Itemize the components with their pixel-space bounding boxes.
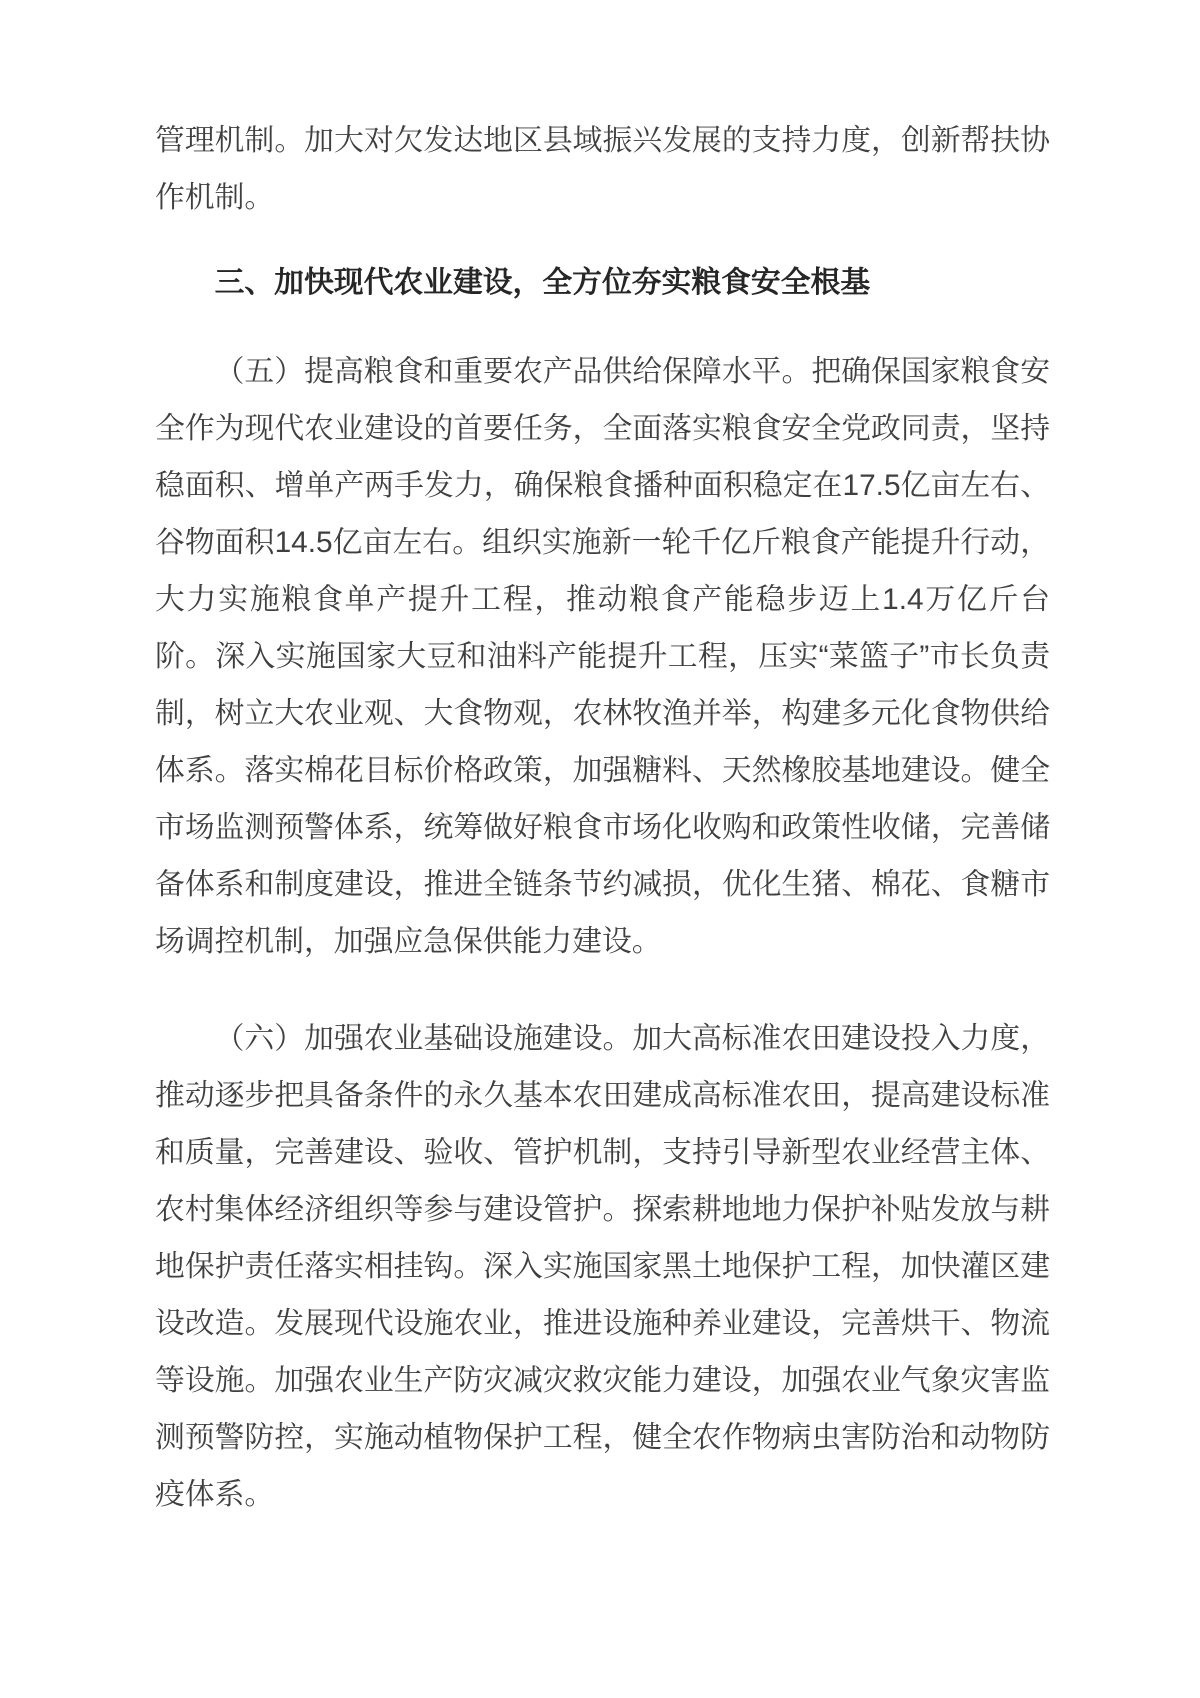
paragraph-item-5: （五）提高粮食和重要农产品供给保障水平。把确保国家粮食安全作为现代农业建设的首要任务，全面落实粮食安全党政同责，坚持稳面积、增单产两手发力，确保粮食播种面积稳定在17.5亿亩左右、谷物面积14.5亿亩左右。组织实施新一轮千亿斤粮食产能提升行动，大力实施粮食单产提升工程，推动粮食产能稳步迈上1.4万亿斤台阶。深入实施国家大豆和油料产能提升工程，压实“菜篮子”市长负责制，树立大农业观、大食物观，农林牧渔并举，构建多元化食物供给体系。落实棉花目标价格政策，加强糖料、天然橡胶基地建设。健全市场监测预警体系，统筹做好粮食市场化收购和政策性收储，完善储备体系和制度建设，推进全链条节约减损，优化生猪、棉花、食糖市场调控机制，加强应急保供能力建设。 <box>155 355 1050 958</box>
paragraph-item-6: （六）加强农业基础设施建设。加大高标准农田建设投入力度，推动逐步把具备条件的永久基本农田建成高标准农田，提高建设标准和质量，完善建设、验收、管护机制，支持引导新型农业经营主体、农村集体经济组织等参与建设管护。探索耕地地力保护补贴发放与耕地保护责任落实相挂钩。深入实施国家黑土地保护工程，加快灌区建设改造。发展现代设施农业，推进设施种养业建设，完善烘干、物流等设施。加强农业生产防灾减灾救灾能力建设，加强农业气象灾害监测预警防控，实施动植物保护工程，健全农作物病虫害防治和动物防疫体系。 <box>155 1022 1050 1511</box>
section-heading: 三、加快现代农业建设，全方位夯实粮食安全根基 <box>214 266 871 299</box>
continuation-paragraph: 管理机制。加大对欠发达地区县域振兴发展的支持力度，创新帮扶协作机制。 <box>155 124 1050 214</box>
